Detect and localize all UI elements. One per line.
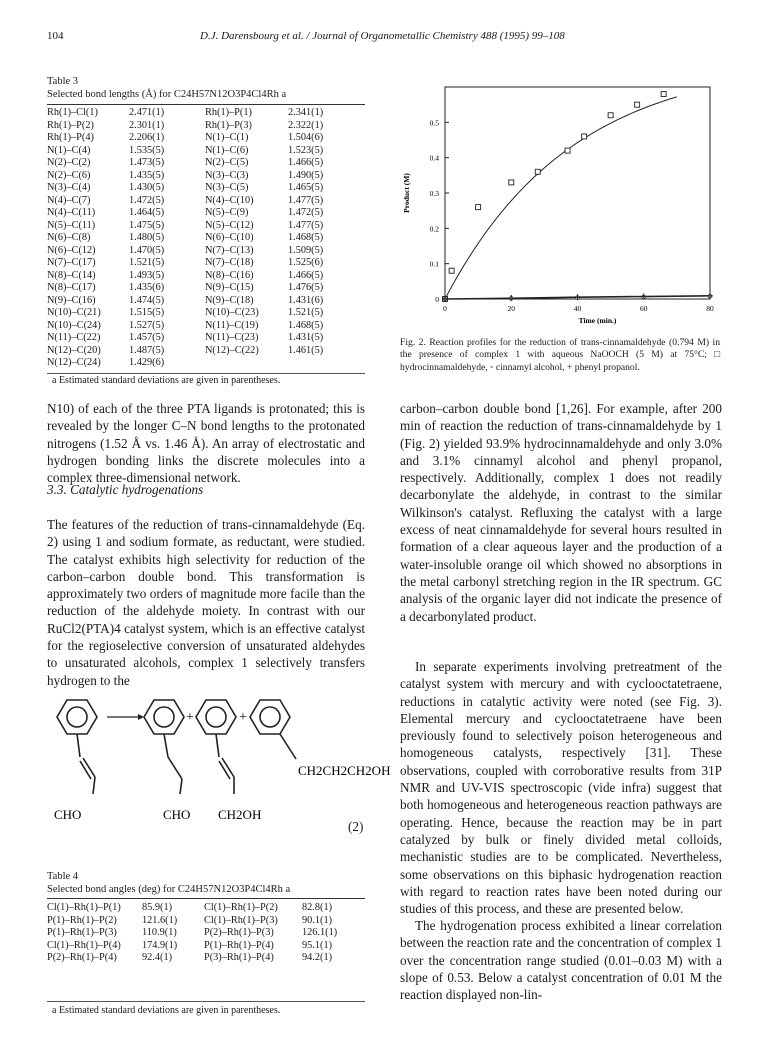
table-cell: N(7)–C(17) [47, 257, 96, 268]
table-row [47, 207, 358, 220]
table-cell: 1.521(5) [288, 307, 324, 318]
plus-sign-1: + [186, 710, 194, 725]
table-row [47, 357, 358, 370]
table-row [47, 295, 358, 308]
table-cell: N(3)–C(3) [205, 169, 249, 181]
table-cell: 1.490(5) [288, 169, 324, 181]
table-cell: N(12)–C(20) [47, 344, 101, 356]
y-tick-label: 0.5 [429, 118, 439, 128]
table-cell: N(5)–C(12) [205, 219, 254, 231]
plot-frame [445, 87, 710, 299]
table-cell: 1.430(5) [129, 182, 165, 193]
table4-label: Table 4 [47, 871, 79, 882]
table-cell: 2.471(1) [129, 107, 165, 118]
table-cell: 85.9(1) [142, 902, 173, 913]
table-cell: 1.477(5) [288, 219, 324, 231]
table-cell: N(12)–C(24) [47, 357, 101, 368]
table-cell: N(9)–C(15) [205, 282, 254, 293]
table-cell: N(2)–C(5) [205, 157, 249, 168]
table-cell: N(5)–C(9) [205, 207, 249, 218]
table-cell: 1.509(5) [288, 244, 324, 256]
table-cell: Rh(1)–P(2) [47, 119, 94, 131]
table-row [47, 232, 358, 245]
table-cell: Rh(1)–P(3) [205, 119, 252, 131]
table4 [47, 902, 357, 965]
product-3-structure [250, 700, 296, 759]
scheme-label-cho-2: CHO [163, 807, 191, 822]
table-cell: N(10)–C(23) [205, 307, 259, 318]
table-cell: P(1)–Rh(1)–P(2) [47, 914, 117, 926]
square-marker [635, 102, 640, 107]
section-heading: 3.3. Catalytic hydrogenations [47, 482, 204, 497]
square-marker [661, 92, 666, 97]
scheme-label-propanol: CH2CH2CH2OH [298, 763, 391, 778]
table-row [47, 245, 358, 258]
table4-footnote: a Estimated standard deviations are given in parentheses. [52, 1005, 281, 1016]
reactant-structure [57, 700, 97, 794]
table-row [47, 132, 358, 145]
table-cell: N(11)–C(22) [47, 332, 101, 343]
table-cell [205, 357, 288, 370]
table3-footnote: a Estimated standard deviations are given in parentheses. [52, 375, 281, 386]
x-tick-label: 60 [640, 304, 648, 313]
table-cell: 1.504(6) [288, 132, 324, 143]
table-cell: Cl(1)–Rh(1)–P(4) [47, 939, 121, 951]
table-cell: 1.535(5) [129, 144, 165, 156]
table-cell: Cl(1)–Rh(1)–P(3) [204, 914, 278, 926]
table3-bottom-rule [47, 373, 365, 374]
table-row [47, 915, 357, 928]
table-cell: 1.468(5) [288, 319, 324, 331]
table-row [47, 307, 358, 320]
table-row [47, 952, 357, 965]
table-cell: Rh(1)–P(4) [47, 132, 94, 143]
table-cell: N(4)–C(11) [47, 207, 96, 218]
table3-top-rule [47, 104, 365, 105]
table-cell: 1.521(5) [129, 257, 165, 268]
y-tick-label: 0 [435, 295, 439, 304]
table4-top-rule [47, 898, 365, 899]
table-cell: N(1)–C(1) [205, 132, 249, 143]
table-row [47, 927, 357, 940]
equation-number: (2) [348, 819, 364, 834]
scheme-label-ch2oh: CH2OH [218, 807, 262, 822]
square-marker [565, 148, 570, 153]
table-cell: 121.6(1) [142, 914, 178, 926]
plus-marker [707, 293, 713, 299]
table-cell: N(3)–C(5) [205, 182, 249, 193]
table-cell: Rh(1)–P(1) [205, 107, 252, 118]
table-cell: 92.4(1) [142, 952, 173, 963]
table-cell: N(3)–C(4) [47, 182, 91, 193]
table-cell: 90.1(1) [302, 914, 333, 926]
series-hydrocinnamaldehyde-curve [445, 97, 677, 299]
table-cell: N(6)–C(10) [205, 232, 254, 243]
table-cell: 1.468(5) [288, 232, 324, 243]
table-row [47, 257, 358, 270]
table-row [47, 182, 358, 195]
table-row [47, 145, 358, 158]
table-row [47, 345, 358, 358]
x-tick-label: 0 [443, 304, 447, 313]
table-cell: 110.9(1) [142, 927, 177, 938]
square-marker [608, 113, 613, 118]
table-cell: 1.473(5) [129, 157, 165, 168]
table-cell: N(6)–C(12) [47, 244, 96, 256]
table-cell: Rh(1)–Cl(1) [47, 107, 98, 118]
y-tick-label: 0.2 [429, 224, 439, 234]
table-cell: N(11)–C(19) [205, 319, 259, 331]
table3-label: Table 3 [47, 76, 79, 87]
table-cell: 1.461(5) [288, 344, 324, 356]
table-cell [288, 357, 358, 370]
table-cell: 1.475(5) [129, 219, 165, 231]
table-row [47, 107, 358, 120]
table-row [47, 940, 357, 953]
square-marker [449, 268, 454, 273]
y-tick-label: 0.4 [429, 153, 439, 163]
table4-title: Selected bond angles (deg) for C24H57N12O3P4Cl4Rh a [47, 884, 291, 895]
x-axis-label: Time (min.) [578, 316, 617, 325]
left-paragraph-2: The features of the reduction of trans-cinnamaldehyde (Eq. 2) using 1 and sodium formate, as reductant, were studied. The catalyst exhibits high selectivity for reduction of the carbon–carbon double bond. This transformation is approximately two orders of magnitude more facile than the reduction of the aldehyde moiety. In contrast with our RuCl2(PTA)4 catalyst system, which is an effective catalyst for the regioselective conversion of unsaturated aldehydes to unsaturated alcohols, complex 1 selectively transfers hydrogen to the [47, 517, 365, 688]
table-row [47, 195, 358, 208]
table-cell: N(9)–C(16) [47, 294, 96, 306]
product-2-structure [196, 700, 236, 794]
left-paragraph-1: N10) of each of the three PTA ligands is protonated; this is revealed by the longer C–N bond lengths to the protonated nitrogens (1.52 Å vs. 1.46 Å). An array of electrostatic and hydrogen bonding links the discrete molecules into a complex three-dimensional network. [47, 401, 365, 486]
table-cell: 1.429(6) [129, 357, 165, 368]
table-row [47, 157, 358, 170]
table-cell: N(7)–C(18) [205, 257, 254, 268]
table-cell: 1.435(5) [129, 169, 165, 181]
right-paragraph-3: The hydrogenation process exhibited a linear correlation between the reaction rate and the concentration of complex 1 over the concentration range studied (0.01–0.03 M) with a slope of 0.53. Below a catalyst concentration of 0.01 M the reaction displayed non-lin- [400, 918, 722, 1003]
product-1-structure [144, 700, 184, 794]
table-cell: N(11)–C(23) [205, 332, 259, 343]
table-cell: 2.341(1) [288, 107, 324, 118]
table-cell: N(10)–C(21) [47, 307, 101, 318]
table-cell: 1.431(5) [288, 332, 324, 343]
table-cell: 1.472(5) [129, 194, 165, 206]
table-cell: 95.1(1) [302, 939, 333, 951]
table-cell: 1.470(5) [129, 244, 165, 256]
square-marker [535, 169, 540, 174]
table-cell: 174.9(1) [142, 939, 178, 951]
table-cell: 82.8(1) [302, 902, 333, 913]
table-cell: 1.525(6) [288, 257, 324, 268]
table-cell: N(8)–C(17) [47, 282, 96, 293]
table-row [47, 120, 358, 133]
table-cell: N(4)–C(7) [47, 194, 91, 206]
x-tick-label: 20 [507, 304, 515, 313]
table4-bottom-rule [47, 1001, 365, 1002]
square-marker [476, 205, 481, 210]
table-cell: 1.431(6) [288, 294, 324, 306]
table-cell: N(8)–C(16) [205, 269, 254, 281]
table-cell: P(1)–Rh(1)–P(4) [204, 939, 274, 951]
figure-2-caption: Fig. 2. Reaction profiles for the reduction of trans-cinnamaldehyde (0.794 M) in the presence of complex 1 with aqueous NaOOCH (5 M) at 75°C; □ hydrocinnamaldehyde, ◦ cinnamyl alcohol, + phenyl propanol. [400, 337, 720, 373]
table-cell: 1.474(5) [129, 294, 165, 306]
plus-marker [508, 295, 514, 301]
table-cell: 1.523(5) [288, 144, 324, 156]
table-cell: N(7)–C(13) [205, 244, 254, 256]
x-tick-label: 80 [706, 304, 714, 313]
table-row [47, 170, 358, 183]
table-cell: N(8)–C(14) [47, 269, 96, 281]
table-row [47, 332, 358, 345]
table-cell: 2.206(1) [129, 132, 165, 143]
table-cell: Cl(1)–Rh(1)–P(2) [204, 902, 278, 913]
table-cell: N(10)–C(24) [47, 319, 101, 331]
table-cell: 1.466(5) [288, 269, 324, 281]
table-cell: P(2)–Rh(1)–P(4) [47, 952, 117, 963]
table-cell: 1.435(6) [129, 282, 165, 293]
table-row [47, 902, 357, 915]
table-cell: 1.457(5) [129, 332, 165, 343]
table-cell: 1.493(5) [129, 269, 165, 281]
table-cell: 2.301(1) [129, 119, 165, 131]
square-marker [582, 134, 587, 139]
table-cell: N(1)–C(6) [205, 144, 249, 156]
y-tick-label: 0.1 [429, 259, 439, 269]
reaction-scheme [40, 697, 391, 822]
table-row [47, 320, 358, 333]
table-cell: P(3)–Rh(1)–P(4) [204, 952, 274, 963]
table-cell: 1.480(5) [129, 232, 165, 243]
table-cell: 1.476(5) [288, 282, 324, 293]
table-cell: 1.472(5) [288, 207, 324, 218]
table3 [47, 107, 358, 370]
table-row [47, 220, 358, 233]
table-cell: 1.527(5) [129, 319, 165, 331]
table-cell: 126.1(1) [302, 927, 338, 938]
table-row [47, 270, 358, 283]
table3-title: Selected bond lengths (Å) for C24H57N12O3P4Cl4Rh a [47, 89, 287, 100]
table-cell: 1.464(5) [129, 207, 165, 218]
table-cell: P(1)–Rh(1)–P(3) [47, 927, 117, 938]
scheme-label-cho-1: CHO [54, 807, 82, 822]
table-cell: N(1)–C(4) [47, 144, 91, 156]
table-cell: N(4)–C(10) [205, 194, 254, 206]
right-paragraph-2: In separate experiments involving pretreatment of the catalyst system with mercury and with cyclooctatetraene, reductions in catalytic activity were noted (see Fig. 3). Elemental mercury and cyclooctatetraene have been previously found to selectively poison heterogeneous and homogeneous catalysts, respectively [31]. These observations, coupled with corroborative results from 31P NMR and UV-VIS spectroscopic (vide infra) suggest that both homogeneous and heterogeneous reaction pathways are operating. Hence, because the reaction may be in part catalyzed by bulk or finely divided metal colloids, mechanistic studies are to be complicated. Nevertheless, some observations on this biphasic hydrogenation reaction with regard to reaction rates have been noted during our studies of this process, and these are presented below. [400, 659, 722, 917]
table-cell: N(12)–C(22) [205, 344, 259, 356]
table-cell: 1.466(5) [288, 157, 324, 168]
running-title: D.J. Darensbourg et al. / Journal of Organometallic Chemistry 488 (1995) 99–108 [200, 30, 565, 42]
table-cell: N(2)–C(6) [47, 169, 91, 181]
table-cell: 2.322(1) [288, 119, 324, 131]
table-cell: N(2)–C(2) [47, 157, 91, 168]
table-cell: Cl(1)–Rh(1)–P(1) [47, 902, 121, 913]
page-number: 104 [47, 30, 64, 42]
table-cell: P(2)–Rh(1)–P(3) [204, 927, 274, 938]
table-cell: 1.477(5) [288, 194, 324, 206]
square-marker [509, 180, 514, 185]
right-paragraph-1: carbon–carbon double bond [1,26]. For example, after 200 min of reaction the reduction of trans-cinnamaldehyde by 1 (Fig. 2) yielded 93.9% hydrocinnamaldehyde and only 3.0% and 3.1% cinnamyl alcohol and phenyl propanol, respectively. Additionally, complex 1 does not readily decarbonylate the aldehyde, in contrast to the similar Wilkinson's catalyst. Refluxing the catalyst with a large excess of neat cinnamaldehyde for several hours resulted in formation of a clear aqueous layer and the production of a water-insoluble orange oil which showed no absorptions in the metal carbonyl stretching region in the IR spectrum. GC analysis of the organic layer did not indicate the presence of a decarbonylated product. [400, 401, 722, 624]
y-axis-label: Product (M) [402, 173, 411, 213]
table-row [47, 282, 358, 295]
table-cell: 94.2(1) [302, 952, 333, 963]
plus-sign-2: + [239, 710, 247, 725]
figure-2-chart [395, 75, 725, 325]
y-tick-label: 0.3 [429, 189, 439, 198]
x-tick-label: 40 [573, 304, 582, 313]
table-cell: 1.487(5) [129, 344, 165, 356]
table-cell: 1.465(5) [288, 182, 324, 193]
table-cell: 1.515(5) [129, 307, 165, 318]
table-cell: N(5)–C(11) [47, 219, 96, 231]
table-cell: N(6)–C(8) [47, 232, 91, 243]
table-cell: N(9)–C(18) [205, 294, 254, 306]
